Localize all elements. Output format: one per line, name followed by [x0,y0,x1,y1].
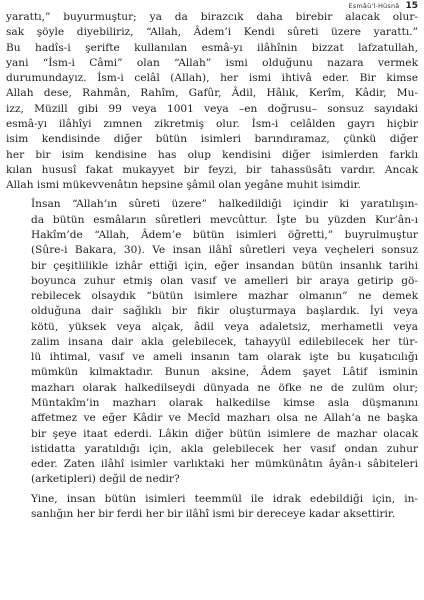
text-line: bir şeye itaat ederdi. Lâkin diğer bütün isimlere de mazhar olacak [31,427,418,440]
text-line: (Sûre-i Bakara, 30). Ve insan ilâhî sûretleri veya veçheleri sonsuz [31,244,418,257]
text-line: sanlığın her bir ferdi her bir ilâhî ismi bir dereceye kadar aksettirir. [31,508,396,520]
paragraph-3 [6,492,418,523]
text-line: İnsan “Allah’ın sûreti üzere” halkedildiği içindir ki yaratılışın- [31,198,418,211]
body-text [6,10,418,522]
paragraph-2 [6,197,418,487]
text-line: yani “İsm-i Câmi” olan “Allah” ismi olduğunu nazara vermek [6,56,418,69]
text-line: izz, Müzill gibi 99 veya 1001 veya –en doğrusu– sonsuz sayıdaki [6,102,418,115]
text-line: rebilecek olsaydık “bütün isimlere mazhar olmanın” ne demek [31,290,418,303]
text-line: istidatta yaratıldığı için, akla gelebilecek her vasıf ondan zuhur [31,442,418,455]
text-line: affetmez ve eğer Kâdir ve Mecîd mazharı olsa ne Allah’a ne başka [31,412,418,425]
text-line: isim kendisinde diğer bütün isimleri barındıramaz, çünkü diğer [6,133,418,146]
page-number: 15 [405,1,418,11]
text-line: Bu hadîs-i şerifte kullanılan esmâ-yı ilâhînin bizzat lafzatullah, [6,41,418,54]
text-line: zalim insana dair akla gelebilecek, tahayyül edilebilecek her tür- [31,335,418,348]
text-line: Hakîm’de “Allah, Âdem’e bütün isimleri öğretti,” buyrulmuştur [31,228,418,241]
text-line: olduğuna dair sağlıklı bir fikir oluşturmaya başlardık. İyi veya [31,305,418,318]
text-line: mazharı olarak halkedilseydi dünyada ne öfke ne de zulüm olur; [31,381,418,394]
text-line: eder. Zaten ilâhî isimler varlıktaki her mümkünâtın âyân-ı sâbiteleri [31,458,418,471]
text-line: kötü, yüksek veya alçak, âdil veya adaletsiz, merhametli veya [31,320,418,333]
paragraph-1 [6,10,418,193]
text-line: mümkün kılmaktadır. Bunun aksine, Âdem şayet Lâtif isminin [31,366,418,379]
text-line: Yine, insan bütün isimleri teemmül ile idrak edebildiği için, in- [31,492,418,505]
text-line: Allah dese, Rahmân, Rahîm, Gafûr, Âdil, Hâlık, Kerîm, Kâdir, Mu- [6,87,418,100]
text-line: esmâ-yı ilâhîyi zımnen zikretmiş olur. İsm-i celâlden gayrı hiçbir [6,117,418,130]
text-line: (arketipleri) değil de nedir? [31,473,180,486]
text-line: lü ihtimal, vasıf ve ameli insanın tam olarak işte bu kuşatıcılığı [31,351,418,364]
running-head-title: Esmâü'l-Hüsnâ [348,2,400,10]
text-line: boyunca zuhur etmiş olan vasıf ve amelleri bir araya getirip gö- [31,274,418,287]
text-line: durumundayız. İsm-i celâl (Allah), her ismi ihtivâ eder. Bir kimse [6,72,418,85]
text-line: bir çeşitlilikle izhâr ettiği için, eğer insandan bütün insanlık tarihi [31,259,418,272]
text-line: da bütün esmâların sûretleri mevcûttur. İşte bu yüzden Kur’ân-ı [31,213,418,226]
text-line: Allah ismi mükevvenâtın hepsine şâmil olan yegâne muhit isimdir. [6,179,361,192]
text-line: her bir isim kendisine has olup kendisini diğer isimlerden farklı [6,148,418,161]
text-line: kılan hususî fakat mukayyet bir feyzi, bir tahassüsâtı vardır. Ancak [6,163,418,176]
text-line: sak şöyle diyebiliriz, “Allah, Âdem’i Kendi sûreti üzere yarattı.” [6,26,418,39]
text-line: Müntakîm’in mazharı olarak halkedilse kimse asla düşmanını [31,397,418,410]
text-line: yarattı,” buyurmuştur; ya da birazcık daha birebir alacak olur- [6,11,418,23]
